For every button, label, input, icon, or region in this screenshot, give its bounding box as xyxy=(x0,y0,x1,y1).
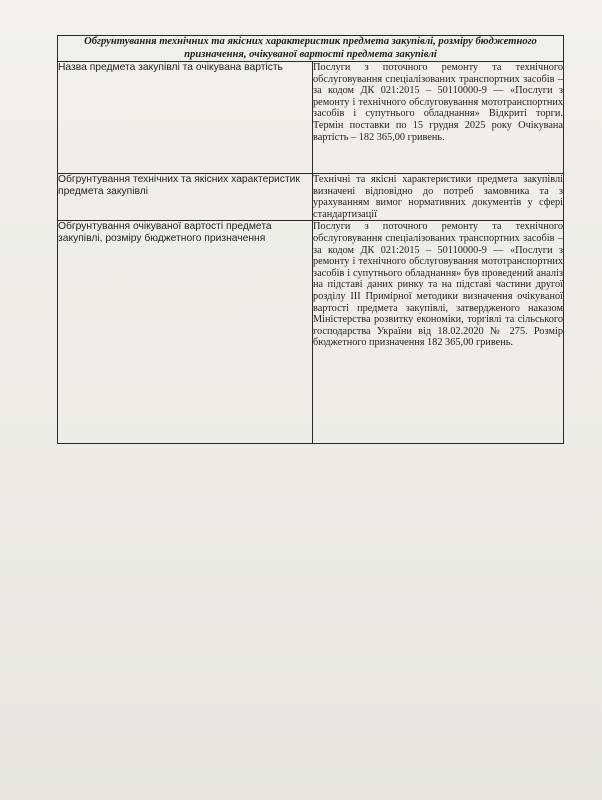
table-row xyxy=(58,62,564,174)
row-label-subject-name: Назва предмета закупівлі та очікувана вартість xyxy=(58,62,313,174)
table-header: Обгрунтування технічних та якісних характеристик предмета закупівлі, розміру бюджетного призначення, очікуваної вартості предмета закупівлі xyxy=(58,36,564,62)
row-label-expected-cost: Обгрунтування очікуваної вартості предмета закупівлі, розміру бюджетного призначення xyxy=(58,221,313,444)
justification-table xyxy=(57,35,564,444)
row-value-technical-characteristics: Технічні та якісні характеристики предмета закупівлі визначені відповідно до потреб замовника та з урахуванням вимог нормативних документів у сфері стандартизації xyxy=(313,174,563,220)
row-value-subject-name: Послуги з поточного ремонту та технічного обслуговування спеціалізованих транспортних засобів – за кодом ДК 021:2015 – 50110000-9 — «Послуги з ремонту і технічного обслуговування мототранспортних засобів і супутнього обладнання» Відкриті торги. Термін поставки по 15 грудня 2025 року Очікувана вартість – 182 365,00 гривень. xyxy=(313,62,564,174)
row-label-technical-characteristics: Обгрунтування технічних та якісних характеристик предмета закупівлі xyxy=(58,174,313,221)
table-row xyxy=(58,221,564,444)
table-row xyxy=(58,174,564,221)
row-value-expected-cost: Послуги з поточного ремонту та технічного обслуговування спеціалізованих транспортних засобів – за кодом ДК 021:2015 – 50110000-9 — «Послуги з ремонту і технічного обслуговування мототранспортних засобів і супутнього обладнання» був проведений аналіз на підставі даних ринку та на підставі частини другої розділу ІІІ Примірної методики визначення очікуваної вартості предмета закупівлі, затвердженого наказом Міністерства розвитку економіки, торгівлі та сільського господарства України від 18.02.2020 № 275. Розмір бюджетного призначення 182 365,00 гривень. xyxy=(313,221,564,444)
